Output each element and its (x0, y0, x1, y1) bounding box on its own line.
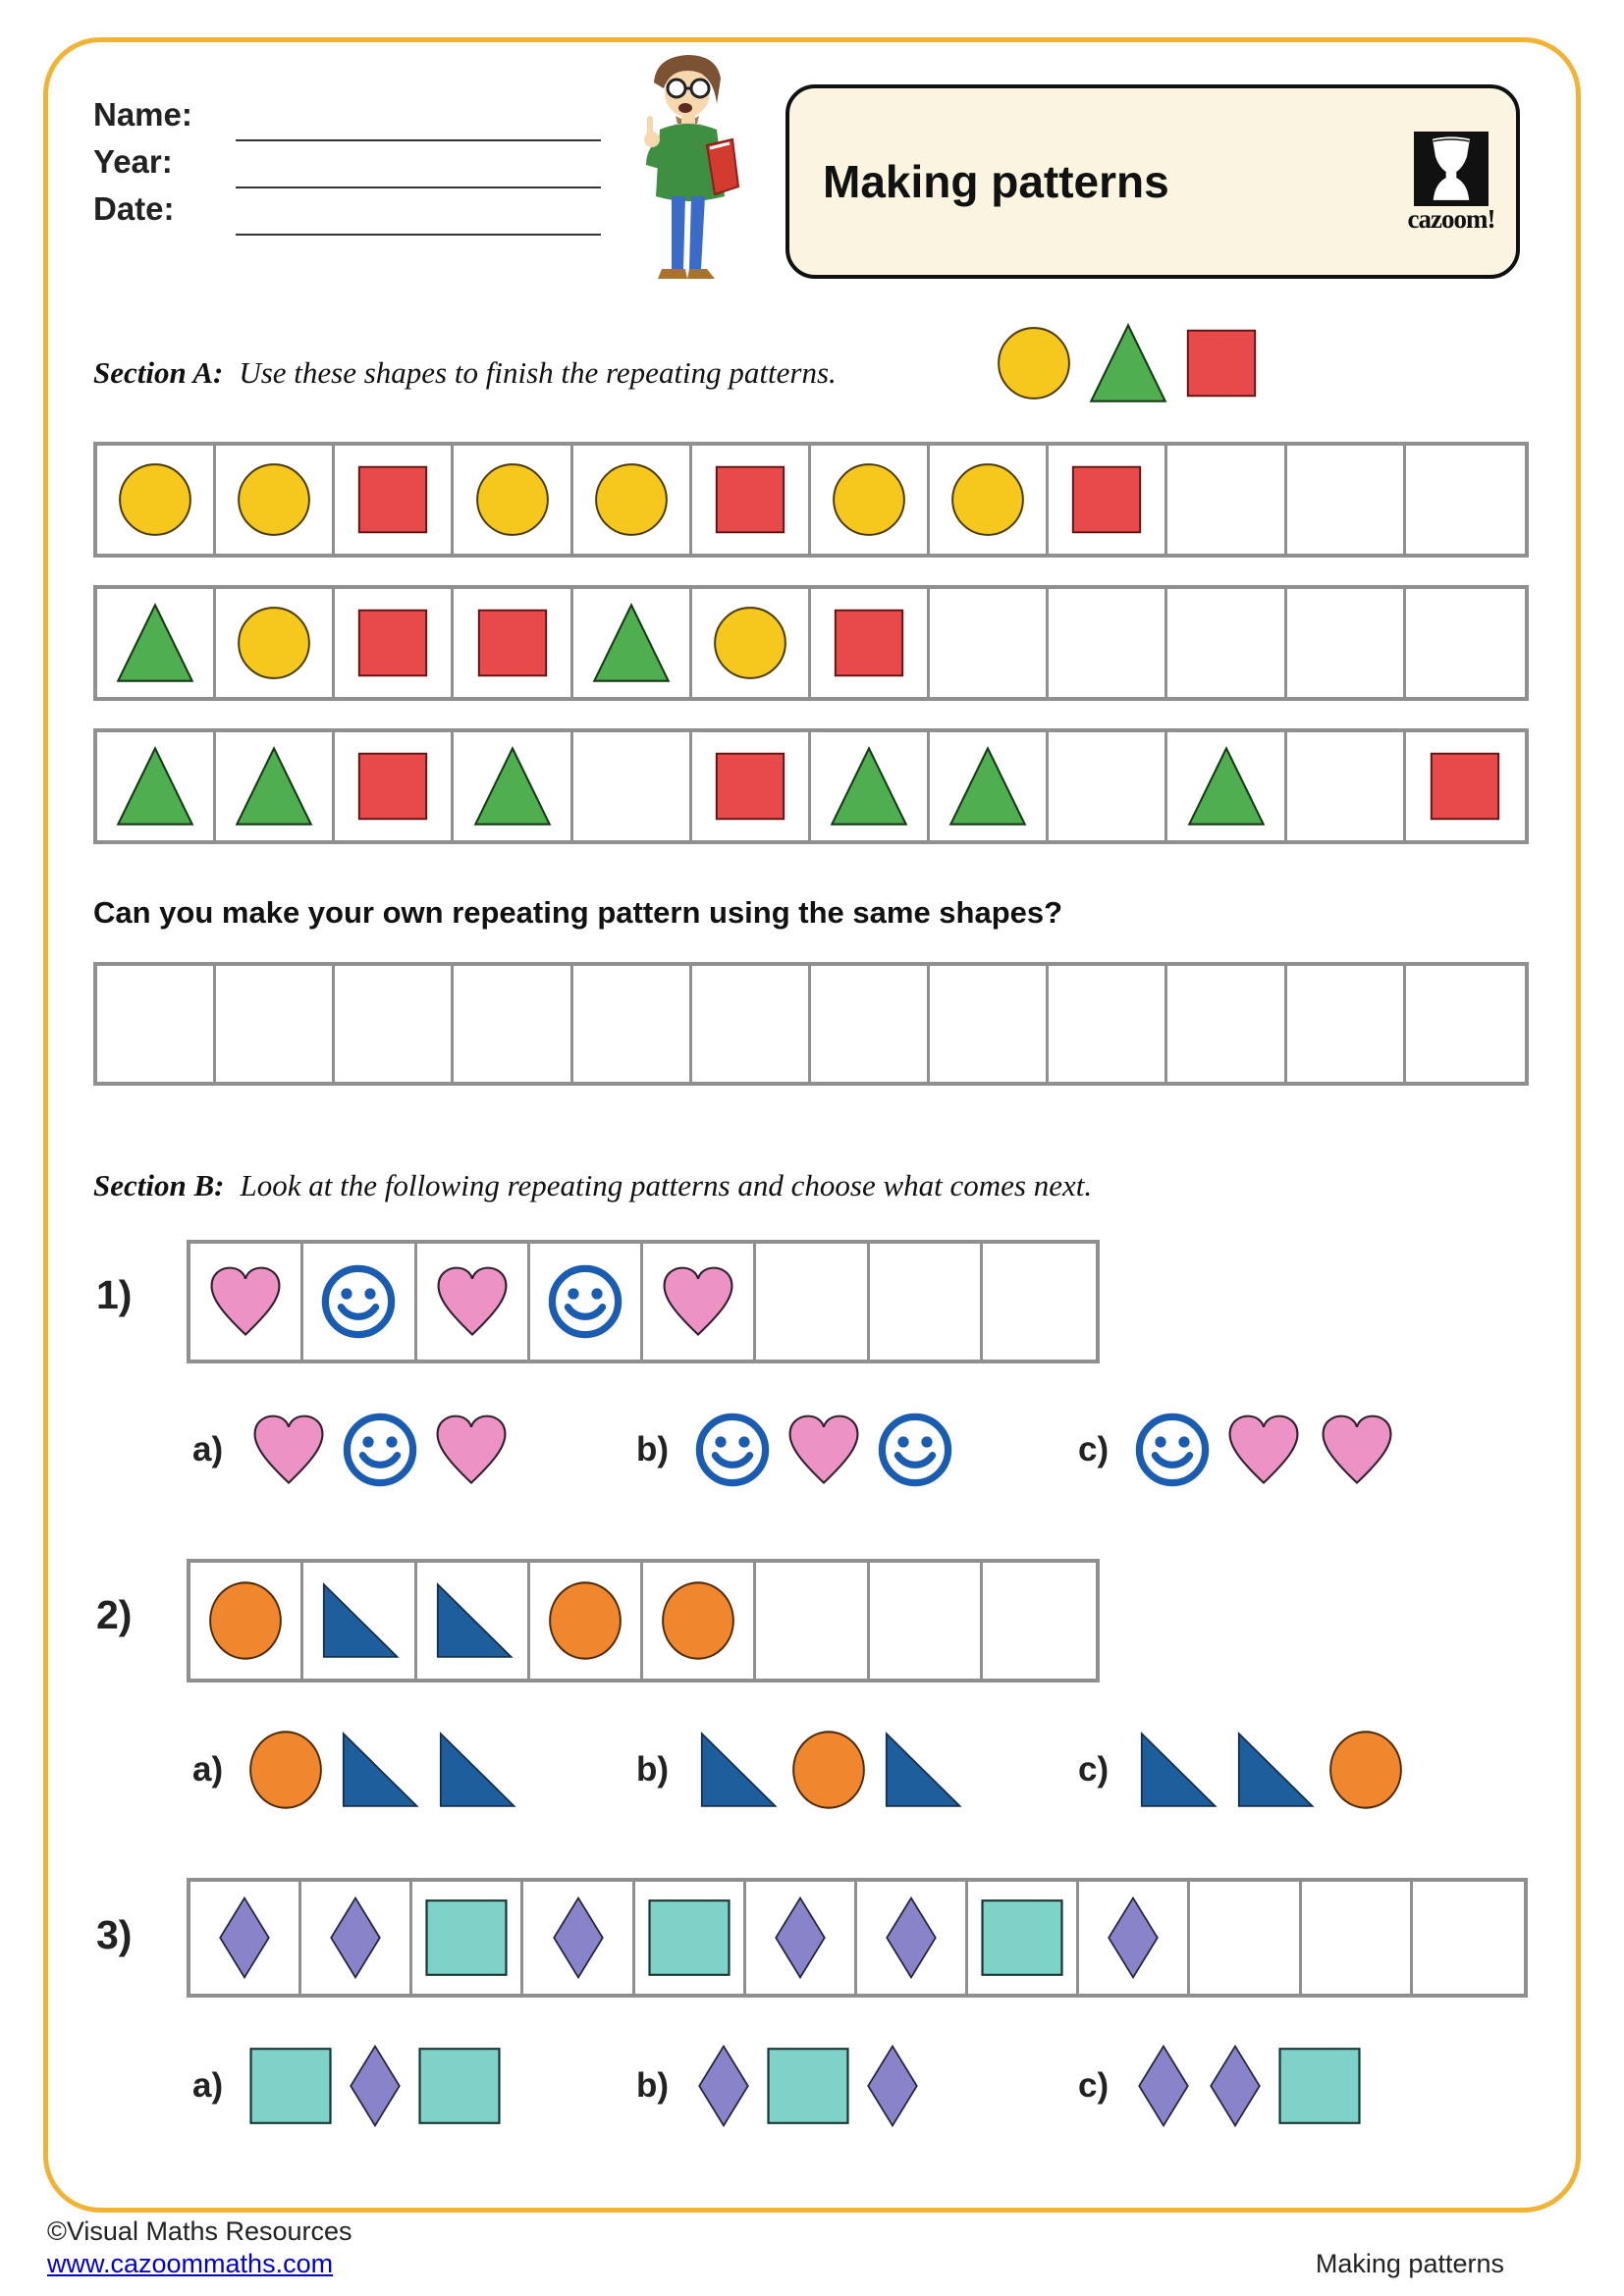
square-red-icon (355, 463, 430, 536)
pattern-cell[interactable] (930, 589, 1049, 697)
date-input-line[interactable] (236, 234, 601, 236)
question-1-options (0, 1396, 1624, 1504)
pattern-cell (454, 589, 572, 697)
pattern-cell (573, 589, 692, 697)
triangle-green-icon (234, 745, 314, 828)
pattern-cell (635, 1882, 746, 1994)
pattern-cell (335, 589, 454, 697)
circle-orange-icon (660, 1579, 736, 1662)
title-box (785, 84, 1520, 279)
heart-pink-icon (430, 1411, 513, 1489)
answer-option[interactable] (1078, 1396, 1398, 1504)
square-teal-icon (416, 2045, 503, 2127)
pattern-cell[interactable] (1302, 1882, 1413, 1994)
heart-pink-icon (204, 1262, 287, 1341)
pattern-cell (523, 1882, 634, 1994)
pattern-cell (454, 446, 572, 554)
rtriangle-blue-icon (1230, 1730, 1317, 1810)
square-red-icon (713, 750, 787, 823)
heart-pink-icon (1316, 1411, 1398, 1489)
pattern-cell[interactable] (870, 1563, 983, 1679)
option-label: b) (636, 1750, 670, 1789)
own-pattern-prompt: Can you make your own repeating pattern using the same shapes? (93, 895, 1063, 930)
answer-option[interactable] (192, 1716, 518, 1824)
diamond-purple-icon (693, 2044, 754, 2128)
pattern-cell (1079, 1882, 1190, 1994)
pattern-cell (643, 1563, 756, 1679)
square-teal-icon (765, 2045, 851, 2127)
pattern-cell (190, 1882, 301, 1994)
pattern-cell (1167, 732, 1286, 840)
circle-yellow-icon (949, 461, 1026, 538)
section-b-label: Section B: (93, 1168, 225, 1202)
worksheet-title: Making patterns (823, 156, 1169, 207)
circle-yellow-icon (117, 461, 193, 538)
circle-orange-icon (207, 1579, 284, 1662)
square-teal-icon (646, 1896, 732, 1979)
question-3-options (0, 2032, 1624, 2140)
pattern-cell[interactable] (811, 966, 930, 1082)
pattern-cell (454, 732, 572, 840)
name-label: Name: (93, 96, 192, 133)
pattern-cell[interactable] (1287, 589, 1406, 697)
heart-pink-icon (247, 1411, 330, 1489)
pattern-cell (190, 1244, 303, 1360)
own-pattern-row (93, 962, 1529, 1086)
footer-page-title: Making patterns (1315, 2249, 1504, 2278)
pattern-cell (857, 1882, 968, 1994)
pattern-cell[interactable] (1406, 966, 1525, 1082)
option-label: a) (192, 2066, 224, 2105)
smiley-blue-icon (693, 1411, 772, 1489)
square-red-icon (1428, 750, 1502, 823)
copyright-text: ©Visual Maths Resources (47, 2216, 352, 2246)
pattern-cell[interactable] (983, 1563, 1096, 1679)
pattern-cell[interactable] (454, 966, 572, 1082)
question-3-number: 3) (96, 1912, 133, 1957)
pattern-cell (1049, 446, 1167, 554)
section-a-label: Section A: (93, 355, 224, 390)
option-label: a) (192, 1750, 224, 1789)
answer-option[interactable] (636, 2032, 923, 2140)
pattern-cell (1406, 732, 1525, 840)
triangle-green-icon (947, 745, 1028, 828)
heart-pink-icon (431, 1262, 514, 1341)
option-label: a) (192, 1430, 224, 1468)
pattern-cell[interactable] (1406, 589, 1525, 697)
rtriangle-blue-icon (315, 1580, 402, 1661)
diamond-purple-icon (770, 1896, 831, 1980)
triangle-green-icon (591, 602, 672, 684)
pattern-cell (417, 1244, 530, 1360)
rtriangle-blue-icon (1133, 1730, 1219, 1810)
year-input-line[interactable] (236, 187, 601, 188)
pattern-cell (811, 732, 930, 840)
rtriangle-blue-icon (429, 1580, 515, 1661)
pattern-cell[interactable] (756, 1244, 869, 1360)
pattern-cell[interactable] (573, 966, 692, 1082)
pattern-cell[interactable] (216, 966, 335, 1082)
square-teal-icon (1276, 2045, 1363, 2127)
pattern-cell[interactable] (1167, 446, 1286, 554)
pattern-cell[interactable] (97, 966, 216, 1082)
pattern-cell (216, 446, 335, 554)
pattern-cell (930, 732, 1049, 840)
square-red-icon (355, 750, 430, 823)
rtriangle-blue-icon (432, 1730, 518, 1810)
rtriangle-blue-icon (878, 1730, 964, 1810)
pattern-cell (97, 446, 216, 554)
section-b-instruction: Look at the following repeating patterns and choose what comes next. (240, 1168, 1093, 1202)
key-shapes (996, 322, 1259, 404)
pattern-cell[interactable] (983, 1244, 1096, 1360)
pattern-cell (573, 446, 692, 554)
pattern-cell[interactable] (692, 966, 811, 1082)
square-red-icon (832, 607, 906, 679)
teacher-illustration (617, 49, 764, 296)
smiley-blue-icon (1133, 1411, 1212, 1489)
pattern-cell (97, 589, 216, 697)
pattern-cell (530, 1244, 643, 1360)
section-a-heading (93, 332, 837, 414)
diamond-purple-icon (862, 2044, 923, 2128)
website-link[interactable]: www.cazoommaths.com (47, 2249, 334, 2278)
pattern-cell (811, 446, 930, 554)
pattern-cell (643, 1244, 756, 1360)
pattern-cell (530, 1563, 643, 1679)
square-teal-icon (247, 2045, 334, 2127)
pattern-cell (216, 732, 335, 840)
cazoom-logo (1404, 132, 1498, 235)
pattern-cell[interactable] (930, 966, 1049, 1082)
pattern-cell (335, 732, 454, 840)
square-red-icon (475, 607, 550, 679)
pattern-row-3 (93, 728, 1529, 844)
triangle-green-icon (115, 602, 195, 684)
pattern-cell[interactable] (1287, 446, 1406, 554)
pattern-cell[interactable] (756, 1563, 869, 1679)
heart-pink-icon (783, 1411, 865, 1489)
option-label: c) (1078, 2066, 1110, 2105)
pattern-cell[interactable] (1190, 1882, 1301, 1994)
diamond-purple-icon (325, 1896, 386, 1980)
pattern-cell[interactable] (1167, 966, 1286, 1082)
diamond-purple-icon (1103, 1896, 1164, 1980)
pattern-cell (692, 446, 811, 554)
triangle-green-icon (472, 745, 553, 828)
heart-pink-icon (1222, 1411, 1305, 1489)
heart-pink-icon (657, 1262, 739, 1341)
diamond-purple-icon (214, 1896, 275, 1980)
question-3-pattern (187, 1878, 1528, 1998)
circle-yellow-icon (996, 325, 1072, 401)
pattern-cell (303, 1563, 416, 1679)
pattern-row-2 (93, 585, 1529, 701)
smiley-blue-icon (319, 1262, 398, 1341)
diamond-purple-icon (345, 2044, 406, 2128)
rtriangle-blue-icon (693, 1730, 780, 1810)
pattern-cell (417, 1563, 530, 1679)
answer-option[interactable] (1078, 2032, 1363, 2140)
pattern-cell (335, 446, 454, 554)
answer-option[interactable] (636, 1396, 954, 1504)
logo-text: cazoom! (1407, 204, 1495, 234)
circle-orange-icon (547, 1579, 623, 1662)
circle-orange-icon (247, 1729, 324, 1811)
pattern-cell (412, 1882, 523, 1994)
square-teal-icon (979, 1896, 1065, 1979)
pattern-cell[interactable] (1049, 732, 1167, 840)
diamond-purple-icon (1133, 2044, 1194, 2128)
diamond-purple-icon (548, 1896, 609, 1980)
djembe-drum-icon (1410, 132, 1492, 206)
triangle-green-icon (115, 745, 195, 828)
question-2-options (0, 1716, 1624, 1824)
pattern-cell (97, 732, 216, 840)
pattern-cell (968, 1882, 1079, 1994)
year-label: Year: (93, 143, 173, 180)
pattern-cell[interactable] (1049, 589, 1167, 697)
pattern-cell[interactable] (1287, 732, 1406, 840)
pattern-cell (692, 732, 811, 840)
square-teal-icon (423, 1896, 510, 1979)
option-label: c) (1078, 1750, 1110, 1789)
answer-option[interactable] (1078, 1716, 1404, 1824)
pattern-cell (303, 1244, 416, 1360)
section-a-instruction: Use these shapes to finish the repeating patterns. (239, 355, 837, 390)
pattern-cell (190, 1563, 303, 1679)
option-label: c) (1078, 1430, 1110, 1468)
circle-orange-icon (790, 1729, 867, 1811)
name-input-line[interactable] (236, 139, 601, 141)
smiley-blue-icon (876, 1411, 954, 1489)
pattern-cell (301, 1882, 412, 1994)
answer-option[interactable] (636, 1716, 964, 1824)
pattern-cell[interactable] (1413, 1882, 1524, 1994)
section-b-heading (93, 1156, 1092, 1215)
circle-orange-icon (1327, 1729, 1404, 1811)
pattern-cell[interactable] (573, 732, 692, 840)
triangle-green-icon (1186, 745, 1267, 828)
pattern-cell[interactable] (335, 966, 454, 1082)
rtriangle-blue-icon (335, 1730, 421, 1810)
circle-yellow-icon (474, 461, 551, 538)
square-red-icon (713, 463, 787, 536)
pattern-cell (216, 589, 335, 697)
pattern-cell (692, 589, 811, 697)
pattern-cell (930, 446, 1049, 554)
pattern-cell[interactable] (1167, 589, 1286, 697)
square-red-icon (1069, 463, 1144, 536)
answer-option[interactable] (192, 1396, 513, 1504)
question-1-pattern (187, 1240, 1100, 1363)
answer-option[interactable] (192, 2032, 503, 2140)
pattern-cell (746, 1882, 857, 1994)
triangle-green-icon (829, 745, 909, 828)
smiley-blue-icon (546, 1262, 624, 1341)
pattern-cell (811, 589, 930, 697)
pattern-cell[interactable] (1049, 966, 1167, 1082)
circle-yellow-icon (236, 461, 312, 538)
pattern-row-1 (93, 442, 1529, 558)
circle-yellow-icon (593, 461, 670, 538)
option-label: b) (636, 1430, 670, 1468)
circle-yellow-icon (831, 461, 907, 538)
option-label: b) (636, 2066, 670, 2105)
date-label: Date: (93, 190, 175, 227)
question-2-number: 2) (96, 1592, 133, 1637)
triangle-green-icon (1088, 322, 1168, 404)
pattern-cell[interactable] (1287, 966, 1406, 1082)
square-red-icon (1184, 327, 1259, 400)
circle-yellow-icon (236, 605, 312, 681)
diamond-purple-icon (1205, 2044, 1266, 2128)
diamond-purple-icon (881, 1896, 942, 1980)
question-1-number: 1) (96, 1272, 133, 1317)
smiley-blue-icon (341, 1411, 419, 1489)
square-red-icon (355, 607, 430, 679)
circle-yellow-icon (712, 605, 788, 681)
pattern-cell[interactable] (1406, 446, 1525, 554)
question-2-pattern (187, 1559, 1100, 1682)
pattern-cell[interactable] (870, 1244, 983, 1360)
